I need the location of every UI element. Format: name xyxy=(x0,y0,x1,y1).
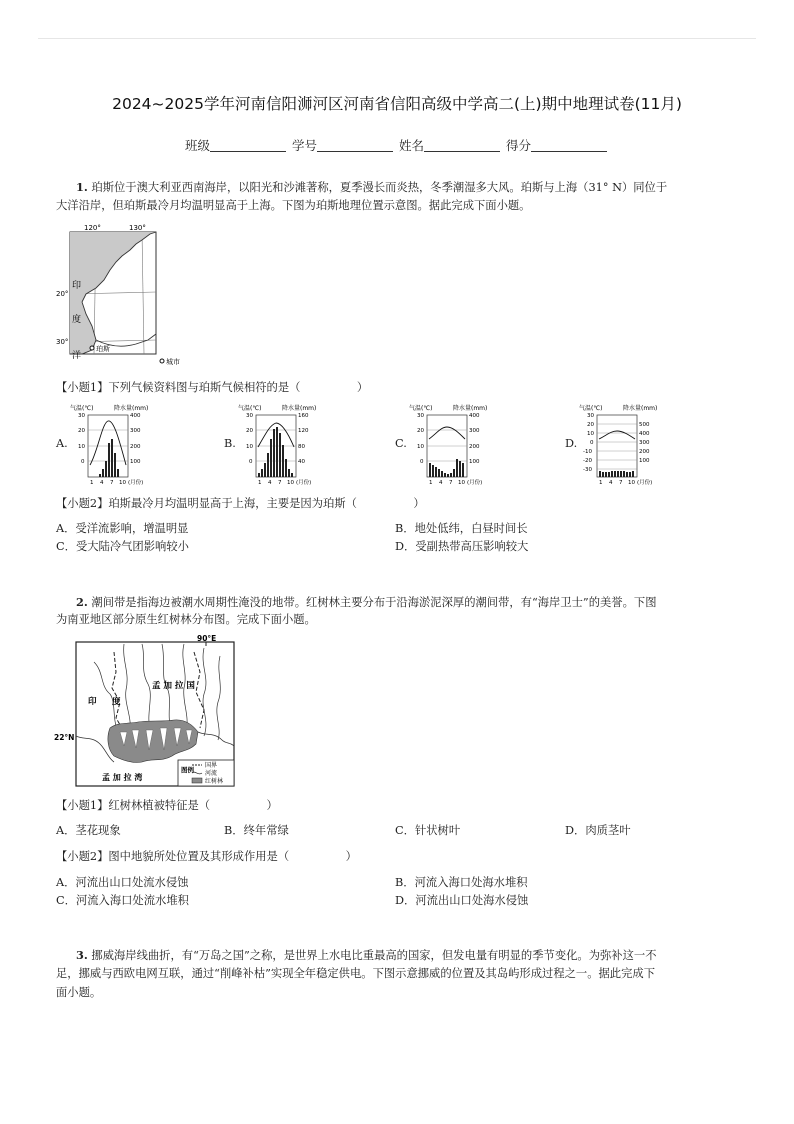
chart-a-m1: 4 xyxy=(100,480,104,486)
chart-d-precip-label: 降水量(mm) xyxy=(623,405,658,412)
chart-a-precip-label: 降水量(mm) xyxy=(114,405,149,412)
perth-label: 珀斯 xyxy=(96,345,110,353)
q2-sub1-option-d[interactable]: D．肉质茎叶 xyxy=(565,824,631,837)
chart-c-m2: 7 xyxy=(449,480,453,486)
q1-text-line1 xyxy=(76,179,667,196)
chart-c-temp-label: 气温(℃) xyxy=(409,405,433,412)
number-field[interactable] xyxy=(317,139,393,152)
mangrove-map xyxy=(54,632,244,792)
q3-number: 3. xyxy=(76,948,88,962)
number-label: 学号 xyxy=(291,138,317,153)
lon-130-label: 130° xyxy=(129,224,146,232)
chart-b-letter: B. xyxy=(224,437,236,450)
bangladesh-label: 孟 加 拉 国 xyxy=(152,681,195,691)
q1-sub2-option-a[interactable]: A．受洋流影响，增温明显 xyxy=(56,522,189,535)
lat-20-label: 20° xyxy=(56,290,69,298)
perth-map xyxy=(56,222,192,370)
chart-d-m3: 10 xyxy=(628,480,635,486)
climate-chart-a xyxy=(70,403,154,487)
chart-a-month: (月份) xyxy=(128,480,144,486)
score-label: 得分 xyxy=(505,138,531,153)
name-field[interactable] xyxy=(424,139,500,152)
perth-city-marker xyxy=(90,346,94,350)
chart-a-m3: 10 xyxy=(119,480,126,486)
ocean-label-3: 洋 xyxy=(72,351,82,361)
chart-a-letter: A. xyxy=(56,437,68,450)
chart-d-p4: 100 xyxy=(639,458,650,464)
q1-sub2-option-b[interactable]: B．地处低纬，白昼时间长 xyxy=(395,522,528,535)
legend-mangrove-label: 红树林 xyxy=(205,778,224,785)
chart-c-p2: 200 xyxy=(469,444,480,450)
india-label-2: 度 xyxy=(112,697,121,707)
climate-chart-b xyxy=(238,403,322,487)
q3-stem-a: 挪威海岸线曲折，有“万岛之国”之称，是世界上水电比重最高的国家，但发电量有明显的季节变化。为弥补这一不 xyxy=(91,949,657,962)
chart-d-m0: 1 xyxy=(599,480,603,486)
q2-sub2-option-c[interactable]: C．河流入海口处流水堆积 xyxy=(56,894,189,907)
q1-sub1: 【小题1】下列气候资料图与珀斯气候相符的是（ ） xyxy=(56,381,369,394)
legend-river-label: 河流 xyxy=(205,770,218,777)
q1-sub2-option-d[interactable]: D．受副热带高压影响较大 xyxy=(395,540,529,553)
chart-b-m2: 7 xyxy=(278,480,282,486)
legend-city-icon xyxy=(160,359,164,363)
class-field[interactable] xyxy=(210,139,286,152)
chart-a-p1: 300 xyxy=(130,428,141,434)
chart-b-t1: 20 xyxy=(246,428,253,434)
lon-90e-label: 90°E xyxy=(197,634,217,643)
chart-c-letter: C. xyxy=(395,437,407,450)
chart-a-t2: 10 xyxy=(78,444,85,450)
q3-text-line2: 足，挪威与西欧电网互联，通过“削峰补枯”实现全年稳定供电。下图示意挪威的位置及其岛屿形成过程之一。据此完成下 xyxy=(56,967,655,980)
chart-a-m2: 7 xyxy=(110,480,114,486)
q2-sub2: 【小题2】图中地貌所处位置及其形成作用是（ ） xyxy=(56,850,357,863)
q2-sub1-option-a[interactable]: A．茎花现象 xyxy=(56,824,121,837)
chart-a-t1: 20 xyxy=(78,428,85,434)
chart-b-p2: 80 xyxy=(298,444,305,450)
q2-sub1: 【小题1】红树林植被特征是（ ） xyxy=(56,799,278,812)
chart-d-t1: 20 xyxy=(587,422,594,428)
chart-a-temp-label: 气温(℃) xyxy=(70,405,94,412)
climate-chart-d xyxy=(579,403,663,487)
chart-a-m0: 1 xyxy=(90,480,94,486)
chart-b-m1: 4 xyxy=(268,480,272,486)
chart-d-t4: -10 xyxy=(583,449,592,455)
chart-d-t2: 10 xyxy=(587,431,594,437)
q1-number: 1. xyxy=(76,180,88,194)
q2-stem-a: 潮间带是指海边被潮水周期性淹没的地带。红树林主要分布于沿海淤泥深厚的潮间带，有“海岸卫士”的美誉。下图 xyxy=(91,596,657,609)
chart-d-letter: D. xyxy=(565,437,578,450)
climate-chart-c xyxy=(409,403,493,487)
chart-d-p0: 500 xyxy=(639,422,650,428)
legend-border-label: 国界 xyxy=(205,762,218,769)
q3-text-line1 xyxy=(76,947,657,964)
student-info-row xyxy=(0,136,794,154)
chart-d-m1: 4 xyxy=(609,480,613,486)
q2-sub1-option-b[interactable]: B．终年常绿 xyxy=(224,824,289,837)
chart-d-m2: 7 xyxy=(619,480,623,486)
bay-of-bengal-label: 孟 加 拉 湾 xyxy=(102,773,143,782)
chart-c-precip-label: 降水量(mm) xyxy=(453,405,488,412)
q1-stem-a: 珀斯位于澳大利亚西南海岸，以阳光和沙滩著称，夏季漫长而炎热，冬季潮湿多大风。珀斯与上海（31° N）同位于 xyxy=(91,181,668,194)
chart-d-p3: 200 xyxy=(639,449,650,455)
chart-b-m3: 10 xyxy=(287,480,294,486)
chart-c-t2: 10 xyxy=(417,444,424,450)
chart-d-month: (月份) xyxy=(637,480,653,486)
q2-text-line1 xyxy=(76,594,657,611)
chart-b-p1: 120 xyxy=(298,428,309,434)
chart-b-month: (月份) xyxy=(296,480,312,486)
page-title: 2024~2025学年河南信阳浉河区河南省信阳高级中学高二(上)期中地理试卷(11月) xyxy=(112,95,682,113)
q2-sub1-option-c[interactable]: C．针状树叶 xyxy=(395,824,461,837)
q3-text-line3: 面小题。 xyxy=(56,986,102,999)
chart-b-p3: 40 xyxy=(298,459,305,465)
q2-number: 2. xyxy=(76,595,88,609)
chart-b-t0: 30 xyxy=(246,413,253,419)
chart-c-p1: 300 xyxy=(469,428,480,434)
chart-a-t3: 0 xyxy=(81,459,85,465)
chart-d-temp-label: 气温(℃) xyxy=(579,405,603,412)
chart-a-p0: 400 xyxy=(130,413,141,419)
lon-120-label: 120° xyxy=(84,224,101,232)
chart-d-t6: -30 xyxy=(583,467,592,473)
lat-30-label: 30° xyxy=(56,338,69,346)
chart-c-t3: 0 xyxy=(420,459,424,465)
q1-sub2-option-c[interactable]: C．受大陆冷气团影响较小 xyxy=(56,540,189,553)
india-label-1: 印 xyxy=(88,697,97,707)
legend-title: 图例 xyxy=(181,766,194,774)
chart-c-month: (月份) xyxy=(467,480,483,486)
chart-c-p0: 400 xyxy=(469,413,480,419)
name-label: 姓名 xyxy=(398,138,424,153)
q1-text-line2: 大洋沿岸，但珀斯最冷月均温明显高于上海。下图为珀斯地理位置示意图。据此完成下面小题。 xyxy=(56,199,531,212)
chart-b-precip-label: 降水量(mm) xyxy=(282,405,317,412)
q2-sub2-option-b[interactable]: B．河流入海口处海水堆积 xyxy=(395,876,528,889)
chart-c-m0: 1 xyxy=(429,480,433,486)
chart-d-t3: 0 xyxy=(590,440,594,446)
chart-c-t1: 20 xyxy=(417,428,424,434)
chart-c-t0: 30 xyxy=(417,413,424,419)
lat-22n-label: 22°N xyxy=(54,733,75,742)
chart-b-p0: 160 xyxy=(298,413,309,419)
ocean-label-2: 度 xyxy=(72,315,82,325)
ocean-label-1: 印 xyxy=(72,281,82,291)
q2-sub2-option-a[interactable]: A．河流出山口处流水侵蚀 xyxy=(56,876,189,889)
class-label: 班级 xyxy=(184,138,210,153)
score-field[interactable] xyxy=(531,139,607,152)
chart-a-t0: 30 xyxy=(78,413,85,419)
chart-d-t0: 30 xyxy=(587,413,594,419)
chart-b-t2: 10 xyxy=(246,444,253,450)
chart-a-p2: 200 xyxy=(130,444,141,450)
chart-d-p1: 400 xyxy=(639,431,650,437)
chart-b-temp-label: 气温(℃) xyxy=(238,405,262,412)
chart-c-m3: 10 xyxy=(458,480,465,486)
chart-d-p2: 300 xyxy=(639,440,650,446)
chart-b-m0: 1 xyxy=(258,480,262,486)
header-rule xyxy=(38,38,756,39)
chart-c-m1: 4 xyxy=(439,480,443,486)
chart-a-p3: 100 xyxy=(130,459,141,465)
chart-d-t5: -20 xyxy=(583,458,592,464)
q2-text-line2: 为南亚地区部分原生红树林分布图。完成下面小题。 xyxy=(56,613,316,626)
q1-sub2: 【小题2】珀斯最冷月均温明显高于上海，主要是因为珀斯（ ） xyxy=(56,497,425,510)
chart-b-t3: 0 xyxy=(249,459,253,465)
legend-city-label: 城市 xyxy=(166,358,180,366)
chart-c-p3: 100 xyxy=(469,459,480,465)
q2-sub2-option-d[interactable]: D．河流出山口处海水侵蚀 xyxy=(395,894,529,907)
